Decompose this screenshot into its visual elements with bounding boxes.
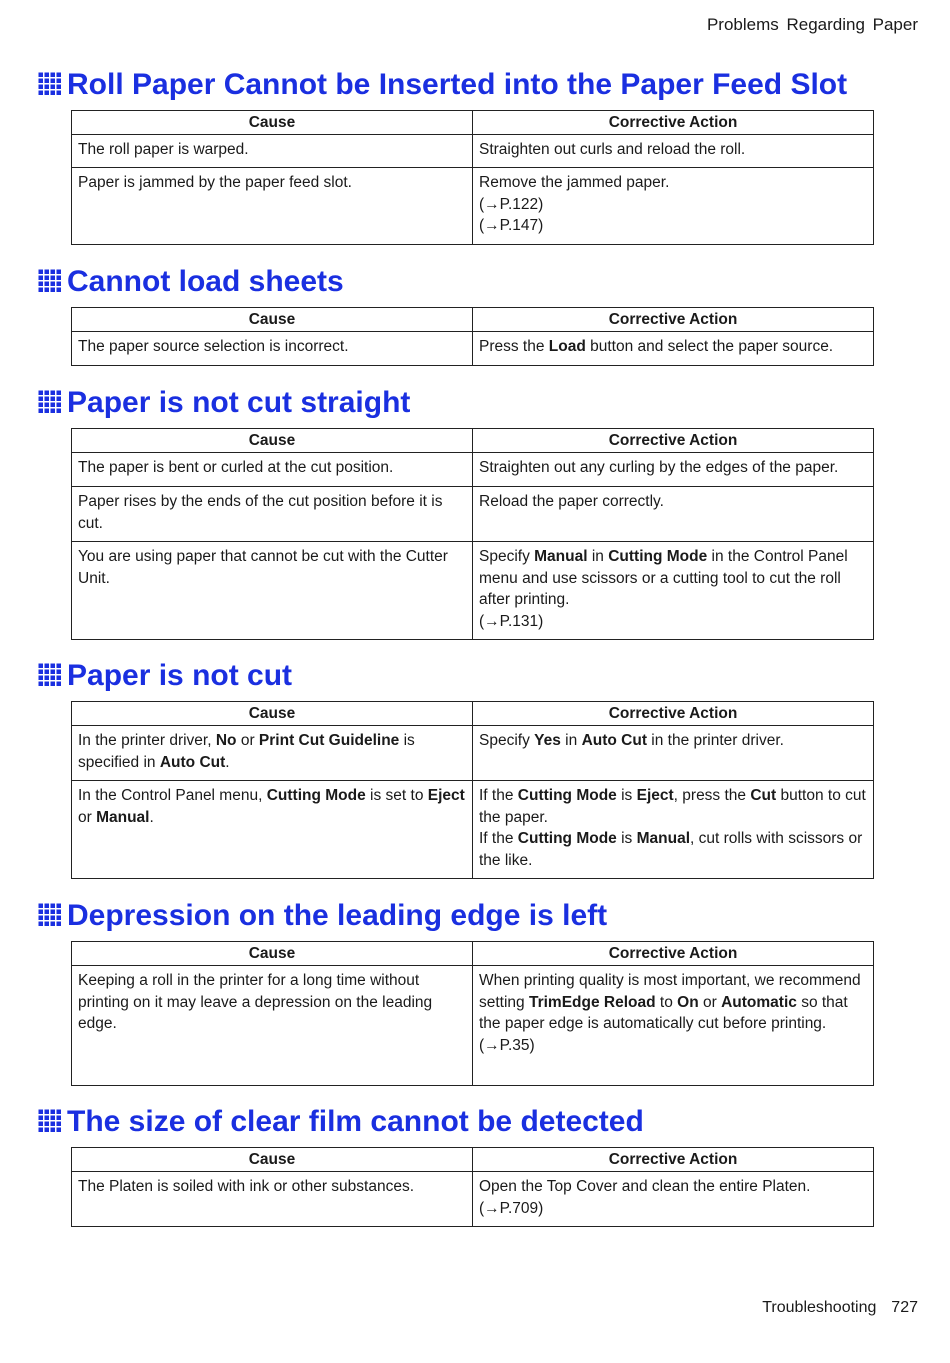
column-header-cause: Cause [72,942,473,966]
action-cell: Straighten out curls and reload the roll. [473,135,874,168]
grid-bullet-icon [38,269,62,293]
section-title: Paper is not cut straight [38,386,410,420]
table-header-row [72,429,874,453]
cause-action-table [71,110,874,245]
table-row [72,135,874,168]
column-header-cause: Cause [72,702,473,726]
cause-cell: The paper source selection is incorrect. [72,332,473,366]
page-footer [762,1299,918,1317]
grid-bullet-icon [38,390,62,414]
action-cell: Remove the jammed paper. (→P.122) (→P.147) [473,168,874,245]
table-row [72,726,874,781]
table-row [72,453,874,487]
cause-cell: Paper is jammed by the paper feed slot. [72,168,473,245]
table-row [72,1172,874,1227]
section-title: Cannot load sheets [38,265,344,299]
action-cell: Open the Top Cover and clean the entire Platen. (→P.709) [473,1172,874,1227]
table-header-row [72,942,874,966]
table-row [72,966,874,1086]
cause-cell: The roll paper is warped. [72,135,473,168]
table-row [72,542,874,640]
table-row [72,168,874,245]
cause-cell: Keeping a roll in the printer for a long time without printing on it may leave a depression on the leading edge. [72,966,473,1086]
table-header-row [72,702,874,726]
cause-cell: You are using paper that cannot be cut with the Cutter Unit. [72,542,473,640]
cause-action-table [71,307,874,366]
cause-action-table [71,941,874,1086]
cause-action-table [71,1147,874,1227]
cause-action-table [71,701,874,879]
action-cell: When printing quality is most important, we recommend setting TrimEdge Reload to On or Automatic so that the paper edge is automatically cut before printing. (→P.35) [473,966,874,1086]
footer-section: Troubleshooting [762,1299,877,1316]
column-header-action: Corrective Action [473,702,874,726]
column-header-cause: Cause [72,429,473,453]
column-header-action: Corrective Action [473,942,874,966]
column-header-cause: Cause [72,308,473,332]
section-title: Depression on the leading edge is left [38,899,607,933]
section-title: Roll Paper Cannot be Inserted into the Paper Feed Slot [38,68,847,102]
table-row [72,332,874,366]
action-cell: Reload the paper correctly. [473,487,874,542]
cause-action-table [71,428,874,640]
page-header: Problems Regarding Paper [706,15,918,34]
grid-bullet-icon [38,903,62,927]
action-cell: Specify Manual in Cutting Mode in the Control Panel menu and use scissors or a cutting tool to cut the roll after printing. (→P.131) [473,542,874,640]
cause-cell: In the printer driver, No or Print Cut Guideline is specified in Auto Cut. [72,726,473,781]
action-cell: Press the Load button and select the paper source. [473,332,874,366]
column-header-action: Corrective Action [473,1148,874,1172]
grid-bullet-icon [38,72,62,96]
table-row [72,487,874,542]
section-title: Paper is not cut [38,659,292,693]
cause-cell: The paper is bent or curled at the cut position. [72,453,473,487]
grid-bullet-icon [38,1109,62,1133]
cause-cell: The Platen is soiled with ink or other substances. [72,1172,473,1227]
column-header-action: Corrective Action [473,308,874,332]
column-header-action: Corrective Action [473,429,874,453]
column-header-cause: Cause [72,111,473,135]
table-header-row [72,111,874,135]
action-cell: If the Cutting Mode is Eject, press the Cut button to cut the paper. If the Cutting Mode is Manual, cut rolls with scissors or the like. [473,781,874,879]
action-cell: Specify Yes in Auto Cut in the printer driver. [473,726,874,781]
page-number: 727 [891,1299,918,1316]
table-header-row [72,308,874,332]
cause-cell: In the Control Panel menu, Cutting Mode is set to Eject or Manual. [72,781,473,879]
table-row [72,781,874,879]
cause-cell: Paper rises by the ends of the cut position before it is cut. [72,487,473,542]
section-title: The size of clear film cannot be detected [38,1105,644,1139]
table-header-row [72,1148,874,1172]
grid-bullet-icon [38,663,62,687]
column-header-cause: Cause [72,1148,473,1172]
column-header-action: Corrective Action [473,111,874,135]
action-cell: Straighten out any curling by the edges of the paper. [473,453,874,487]
